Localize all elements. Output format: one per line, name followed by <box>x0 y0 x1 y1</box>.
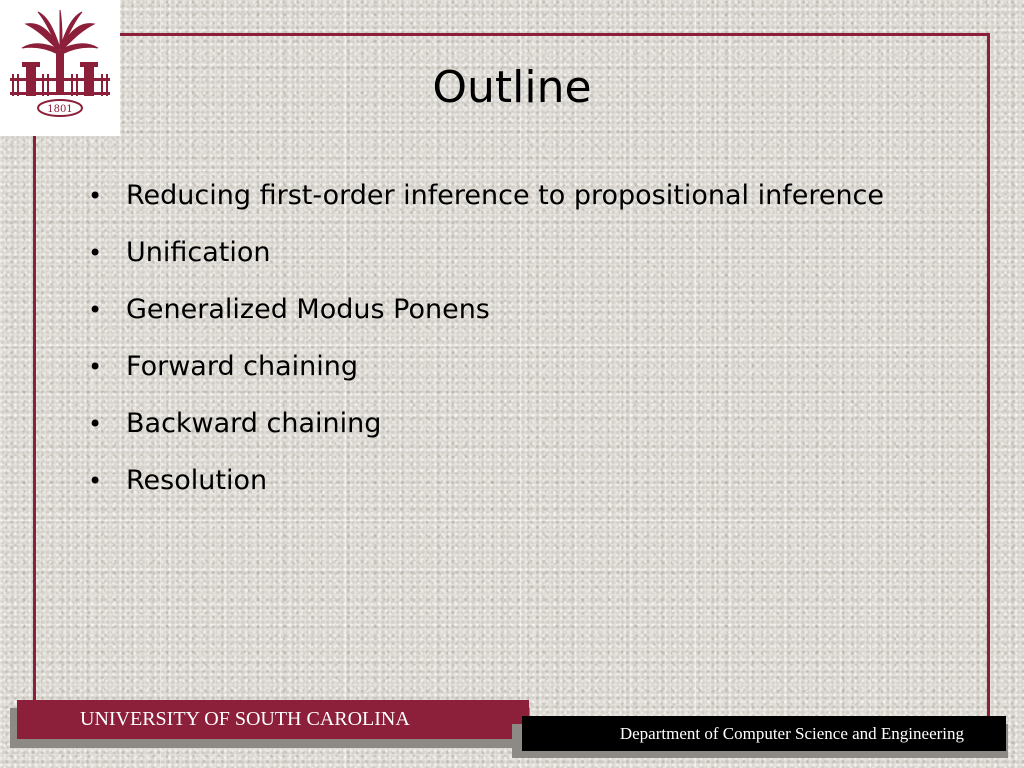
bullet-icon: • <box>88 182 103 210</box>
bullet-icon: • <box>88 353 103 381</box>
bullet-icon: • <box>88 296 103 324</box>
slide-title: Outline <box>432 62 592 113</box>
list-item <box>86 172 906 220</box>
frame-left-border <box>33 136 36 709</box>
list-item-text: Backward chaining <box>126 408 382 439</box>
bullet-icon: • <box>88 239 103 267</box>
department-banner: Department of Computer Science and Engineering <box>522 716 1006 751</box>
bullet-list <box>86 172 906 514</box>
bullet-icon: • <box>88 410 103 438</box>
frame-top-border <box>120 33 990 36</box>
university-banner: UNIVERSITY OF SOUTH CAROLINA <box>17 700 529 739</box>
list-item-text: Unification <box>126 237 271 268</box>
list-item <box>86 457 906 505</box>
frame-right-border <box>987 33 990 719</box>
list-item-text: Generalized Modus Ponens <box>126 294 490 325</box>
list-item-text: Forward chaining <box>126 351 359 382</box>
list-item <box>86 229 906 277</box>
list-item <box>86 400 906 448</box>
list-item <box>86 286 906 334</box>
list-item-text: Resolution <box>126 465 268 496</box>
bullet-icon: • <box>88 467 103 495</box>
list-item-text: Reducing first-order inference to propositional inference <box>126 180 885 211</box>
list-item <box>86 343 906 391</box>
logo-year-text: 1801 <box>47 104 73 115</box>
